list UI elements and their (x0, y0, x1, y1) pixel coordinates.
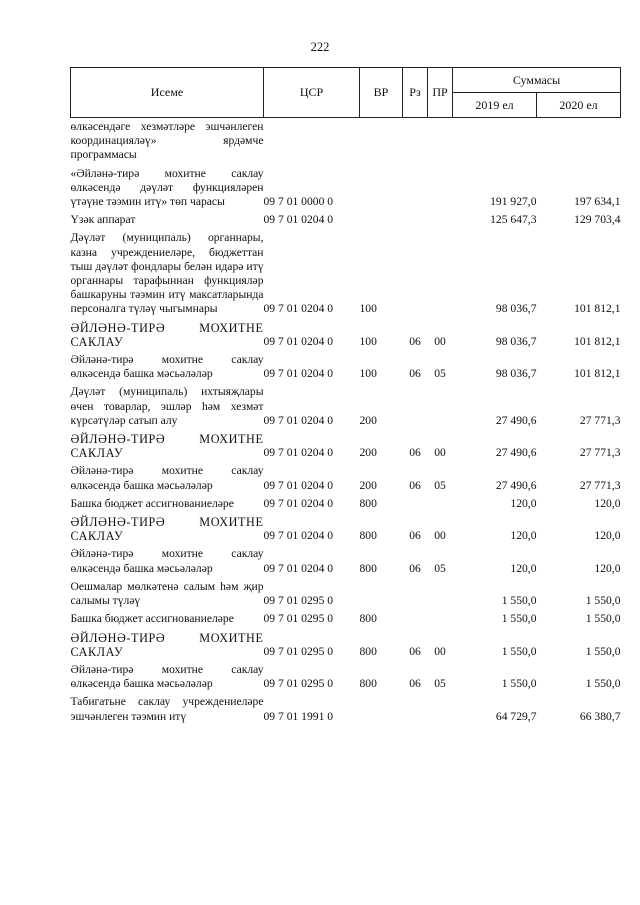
row-sum-2019: 98 036,7 (495, 334, 537, 348)
row-sum-2019: 1 550,0 (501, 677, 537, 691)
row-sum-2020: 101 812,1 (574, 334, 621, 348)
row-sum-2019: 191 927,0 (490, 195, 537, 209)
row-csr: 09 7 01 0204 0 (263, 413, 334, 427)
row-vr: 800 (359, 529, 377, 543)
row-sum-2020: 129 703,4 (574, 213, 621, 227)
row-sum-2019: 1 550,0 (501, 644, 537, 658)
table-row (71, 513, 621, 545)
row-sum-2020: 27 771,3 (579, 413, 621, 427)
row-csr: 09 7 01 0295 0 (263, 612, 334, 626)
row-name: өлкәсендәге хезмәтләре эшчәнлеген координацияләү» ярдәмче программасы (70, 120, 264, 162)
row-name: «Әйләнә-тирә мохитне саклау өлкәсендә дәүләт функцияләрен үтәүне тәэмин итү» төп чарасы (70, 166, 264, 209)
page-number: 222 (310, 40, 330, 54)
row-csr: 09 7 01 0204 0 (263, 529, 334, 543)
row-sum-2019: 64 729,7 (495, 709, 537, 723)
row-name: Оешмалар мөлкәтенә салым һәм җир салымы түләү (70, 579, 264, 608)
header-name: Исеме (71, 68, 264, 118)
row-rz (403, 578, 428, 610)
row-sum-2019: 120,0 (510, 529, 537, 543)
header-vr: ВР (360, 68, 403, 118)
row-pr: 05 (434, 561, 446, 575)
table-row (71, 383, 621, 430)
row-sum-2019: 1 550,0 (501, 612, 537, 626)
row-csr: 09 7 01 0204 0 (263, 367, 334, 381)
row-name: Дәүләт (муниципаль) ихтыяҗлары өчен товарлар, эшләр һәм хезмәт күрсәтүләр сатып алу (70, 385, 264, 427)
row-name: Әйләнә-тирә мохитне саклау өлкәсендә башка мәсьәләләр (70, 547, 264, 575)
row-rz (403, 229, 428, 318)
row-name: Табигатьне саклау учреждениеләре эшчәнлеген тәэмин итү (70, 695, 264, 723)
row-pr (428, 383, 453, 430)
row-pr (428, 610, 453, 628)
row-sum-2019: 120,0 (510, 561, 537, 575)
row-csr: 09 7 01 0295 0 (263, 677, 334, 691)
table-row (71, 610, 621, 628)
row-sum-2020: 120,0 (594, 529, 621, 543)
row-pr (428, 165, 453, 212)
row-pr: 00 (434, 334, 446, 348)
row-name: ӘЙЛӘНӘ-ТИРӘ МОХИТНЕ САКЛАУ (70, 630, 264, 659)
row-name: Әйләнә-тирә мохитне саклау өлкәсендә башка мәсьәләләр (70, 353, 264, 381)
row-name: ӘЙЛӘНӘ-ТИРӘ МОХИТНЕ САКЛАУ (70, 320, 264, 349)
row-rz: 06 (409, 529, 421, 543)
row-sum-2019: 120,0 (510, 496, 537, 510)
row-pr (428, 495, 453, 513)
row-rz: 06 (409, 561, 421, 575)
table-row (71, 629, 621, 661)
row-sum-2020 (537, 118, 621, 165)
row-rz (403, 118, 428, 165)
row-vr: 800 (359, 644, 377, 658)
header-csr: ЦСР (264, 68, 360, 118)
table-row (71, 118, 621, 165)
table-row (71, 495, 621, 513)
row-rz (403, 495, 428, 513)
budget-table (70, 67, 621, 726)
row-rz (403, 383, 428, 430)
row-csr: 09 7 01 0204 0 (263, 496, 334, 510)
row-sum-2020: 1 550,0 (585, 644, 621, 658)
row-csr (264, 118, 360, 165)
row-sum-2020: 1 550,0 (585, 594, 621, 608)
row-name: ӘЙЛӘНӘ-ТИРӘ МОХИТНЕ САКЛАУ (70, 515, 264, 544)
row-pr: 05 (434, 677, 446, 691)
row-csr: 09 7 01 1991 0 (263, 709, 334, 723)
row-name: Әйләнә-тирә мохитне саклау өлкәсендә башка мәсьәләләр (70, 662, 264, 691)
row-sum-2019: 125 647,3 (490, 213, 537, 227)
row-sum-2020: 101 812,1 (574, 367, 621, 381)
row-pr (428, 118, 453, 165)
row-csr: 09 7 01 0204 0 (263, 561, 334, 575)
row-csr: 09 7 01 0204 0 (263, 213, 334, 227)
row-sum-2020: 120,0 (594, 496, 621, 510)
row-sum-2019: 27 490,6 (495, 413, 537, 427)
row-vr: 200 (359, 413, 377, 427)
row-rz (403, 610, 428, 628)
row-name: Үзәк аппарат (70, 213, 136, 227)
row-sum-2019: 1 550,0 (501, 594, 537, 608)
row-sum-2019: 98 036,7 (495, 367, 537, 381)
row-pr (428, 578, 453, 610)
row-vr: 100 (359, 334, 377, 348)
row-rz (403, 211, 428, 229)
row-vr (360, 211, 403, 229)
header-year-2020: 2020 ел (537, 93, 621, 118)
table-row (71, 430, 621, 462)
row-pr: 05 (434, 367, 446, 381)
row-rz: 06 (409, 334, 421, 348)
row-name: ӘЙЛӘНӘ-ТИРӘ МОХИТНЕ САКЛАУ (70, 432, 264, 461)
row-pr: 05 (434, 478, 446, 492)
row-rz (403, 693, 428, 725)
row-sum-2020: 120,0 (594, 561, 621, 575)
row-csr: 09 7 01 0204 0 (263, 302, 334, 316)
row-vr: 100 (359, 367, 377, 381)
header-pr: ПР (428, 68, 453, 118)
row-name: Дәүләт (муниципаль) органнары, казна учреждениеләре, бюджеттан тыш дәүләт фондлары белән идарә итү органнары тарафыннан функцияләр башкаруны тәэмин итү максатларында персоналга түләү чыгымнары (70, 231, 264, 316)
row-csr: 09 7 01 0295 0 (263, 644, 334, 658)
row-sum-2020: 27 771,3 (579, 478, 621, 492)
row-vr: 800 (359, 561, 377, 575)
row-rz: 06 (409, 644, 421, 658)
table-row (71, 319, 621, 351)
row-name: Башка бюджет ассигнованиеләре (70, 496, 234, 510)
row-name: Әйләнә-тирә мохитне саклау өлкәсендә башка мәсьәләләр (70, 464, 264, 492)
row-vr (360, 693, 403, 725)
table-row (71, 545, 621, 577)
table-row (71, 351, 621, 383)
table-row (71, 211, 621, 229)
row-csr: 09 7 01 0204 0 (263, 478, 334, 492)
table-row (71, 462, 621, 494)
table-row (71, 693, 621, 725)
row-sum-2020: 27 771,3 (579, 446, 621, 460)
row-sum-2020: 1 550,0 (585, 612, 621, 626)
row-sum-2019: 27 490,6 (495, 478, 537, 492)
row-sum-2020: 101 812,1 (574, 302, 621, 316)
row-rz: 06 (409, 446, 421, 460)
row-vr (360, 165, 403, 212)
table-row (71, 229, 621, 318)
row-vr: 200 (359, 478, 377, 492)
row-csr: 09 7 01 0204 0 (263, 334, 334, 348)
row-vr (360, 118, 403, 165)
table-body (71, 118, 621, 726)
header-sums: Суммасы (453, 68, 621, 93)
header-year-2019: 2019 ел (453, 93, 537, 118)
row-vr: 800 (359, 496, 377, 510)
header-rz: Рз (403, 68, 428, 118)
row-sum-2020: 1 550,0 (585, 677, 621, 691)
row-vr: 200 (359, 446, 377, 460)
row-name: Башка бюджет ассигнованиеләре (70, 612, 234, 626)
row-sum-2019 (453, 118, 537, 165)
row-sum-2019: 27 490,6 (495, 446, 537, 460)
row-pr (428, 229, 453, 318)
row-rz (403, 165, 428, 212)
row-rz: 06 (409, 367, 421, 381)
row-vr: 800 (359, 677, 377, 691)
row-rz: 06 (409, 677, 421, 691)
table-row (71, 165, 621, 212)
row-sum-2019: 98 036,7 (495, 302, 537, 316)
row-pr (428, 693, 453, 725)
row-rz: 06 (409, 478, 421, 492)
row-vr (360, 578, 403, 610)
row-vr: 800 (359, 612, 377, 626)
table-header (71, 68, 621, 118)
table-row (71, 661, 621, 693)
row-vr: 100 (359, 302, 377, 316)
row-csr: 09 7 01 0295 0 (263, 594, 334, 608)
row-csr: 09 7 01 0204 0 (263, 446, 334, 460)
row-pr: 00 (434, 644, 446, 658)
row-pr (428, 211, 453, 229)
row-csr: 09 7 01 0000 0 (263, 195, 334, 209)
row-pr: 00 (434, 529, 446, 543)
table-row (71, 578, 621, 610)
row-sum-2020: 66 380,7 (579, 709, 621, 723)
row-sum-2020: 197 634,1 (574, 195, 621, 209)
row-pr: 00 (434, 446, 446, 460)
